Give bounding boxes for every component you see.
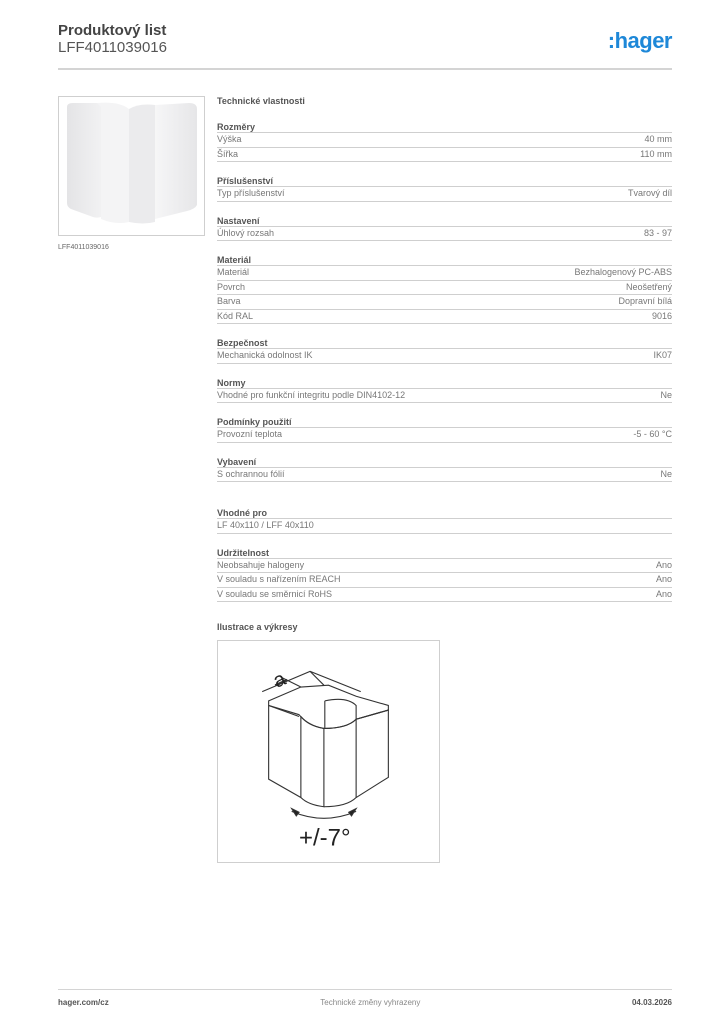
spec-label: S ochrannou fólií [217, 468, 285, 479]
spec-value: Tvarový díl [627, 188, 672, 198]
spec-row [217, 133, 672, 148]
page-header [58, 22, 672, 70]
spec-group-safety [217, 338, 672, 364]
corner-drawing-icon [218, 641, 439, 862]
spec-label: Mechanická odolnost IK [217, 350, 313, 360]
spec-row [217, 559, 672, 574]
spec-row [217, 468, 672, 483]
footer-notice: Technické změny vyhrazeny [320, 998, 421, 1007]
spec-value: Dopravní bílá [618, 296, 672, 306]
spec-value: 9016 [651, 310, 672, 321]
thumbnail-caption: LFF4011039016 [58, 244, 109, 251]
spec-row [217, 187, 672, 202]
group-title: Vybavení [217, 457, 672, 468]
spec-group-equipment [217, 457, 672, 483]
spec-row [217, 428, 672, 443]
spec-label: Úhlový rozsah [217, 227, 275, 238]
group-title: Vhodné pro [217, 508, 672, 519]
spec-group-suitable-for [217, 508, 672, 534]
footer-website[interactable]: hager.com/cz [58, 998, 109, 1007]
spec-value: Ne [660, 468, 672, 479]
spec-value: Ano [655, 574, 672, 584]
technical-drawing [217, 640, 440, 863]
spec-value: 110 mm [640, 148, 672, 159]
spec-value: IK07 [653, 350, 672, 360]
spec-row [217, 588, 672, 603]
spec-value: Bezhalogenový PC-ABS [574, 267, 672, 277]
spec-row [217, 310, 672, 325]
spec-group-settings [217, 216, 672, 242]
spec-row [217, 519, 672, 534]
page-title: Produktový list [58, 22, 167, 39]
group-title: Materiál [217, 255, 672, 266]
illustration-title: Ilustrace a výkresy [217, 622, 298, 632]
spec-label: Výška [217, 134, 242, 144]
spec-row [217, 295, 672, 310]
group-title: Nastavení [217, 216, 672, 227]
spec-label: Kód RAL [217, 310, 254, 321]
group-title: Rozměry [217, 122, 672, 133]
spec-value: Neošetřený [625, 281, 672, 292]
spec-label: Šířka [217, 148, 239, 159]
group-title: Příslušenství [217, 176, 672, 187]
spec-label: Materiál [217, 267, 250, 277]
group-title: Bezpečnost [217, 338, 672, 349]
spec-value: Ano [655, 559, 672, 570]
group-title: Podmínky použití [217, 417, 672, 428]
group-title: Normy [217, 378, 672, 389]
spec-group-accessory [217, 176, 672, 202]
spec-row [217, 281, 672, 296]
spec-value: Ano [655, 588, 672, 599]
product-code: LFF4011039016 [58, 39, 167, 56]
spec-row [217, 573, 672, 588]
spec-group-standards [217, 378, 672, 404]
svg-text:a: a [269, 667, 290, 693]
hager-logo: :hager [607, 28, 672, 53]
product-photo-icon [59, 97, 204, 235]
spec-row [217, 349, 672, 364]
spec-label: Typ příslušenství [217, 188, 285, 198]
spec-label: Vhodné pro funkční integritu podle DIN4102-12 [217, 389, 406, 400]
spec-row [217, 227, 672, 242]
spec-label: LF 40x110 / LFF 40x110 [217, 520, 314, 530]
spec-label: V souladu s nařízením REACH [217, 574, 341, 584]
product-thumbnail [58, 96, 205, 236]
spec-value: 40 mm [644, 134, 672, 144]
spec-group-dimensions [217, 122, 672, 162]
spec-row [217, 266, 672, 281]
spec-value: -5 - 60 °C [633, 429, 672, 439]
spec-group-conditions [217, 417, 672, 443]
spec-group-material [217, 255, 672, 324]
page-footer [58, 989, 672, 1007]
technical-specs [217, 96, 672, 863]
specs-heading: Technické vlastnosti [217, 96, 305, 106]
svg-text:+/-7°: +/-7° [299, 824, 351, 852]
spec-row [217, 389, 672, 404]
spec-label: Neobsahuje halogeny [217, 559, 305, 570]
footer-date: 04.03.2026 [631, 998, 672, 1007]
spec-label: Provozní teplota [217, 429, 283, 439]
group-title: Udržitelnost [217, 548, 672, 559]
spec-label: Povrch [217, 281, 246, 292]
spec-row [217, 148, 672, 163]
spec-group-sustainability [217, 548, 672, 603]
spec-label: V souladu se směrnicí RoHS [217, 588, 333, 599]
spec-value: 83 - 97 [643, 227, 672, 238]
spec-label: Barva [217, 296, 241, 306]
spec-value: Ne [660, 389, 672, 400]
